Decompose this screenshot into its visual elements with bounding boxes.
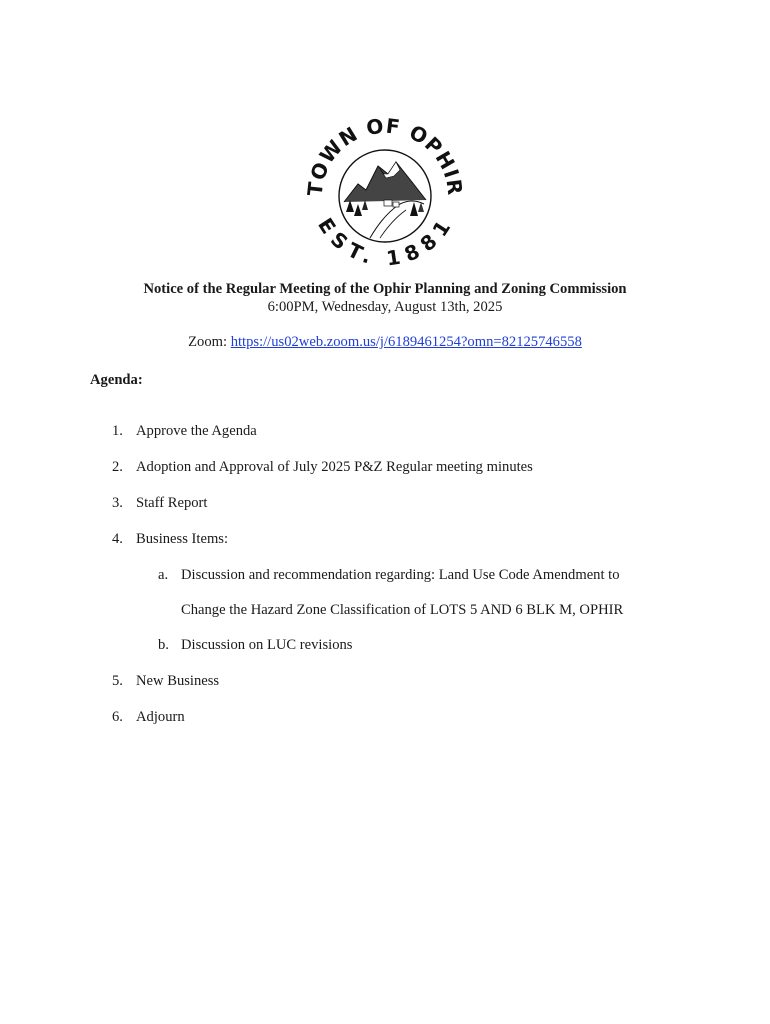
agenda-item-text: Business Items:: [136, 531, 229, 547]
notice-title: Notice of the Regular Meeting of the Ophir Planning and Zoning Commission: [143, 281, 627, 297]
agenda-subitem-text: Change the Hazard Zone Classification of LOTS 5 AND 6 BLK M, OPHIR: [181, 602, 624, 618]
agenda-subitem-text: Discussion on LUC revisions: [181, 637, 353, 653]
zoom-meeting-link[interactable]: https://us02web.zoom.us/j/6189461254?omn=82125746558: [230, 334, 582, 350]
agenda-item-number: 1.: [112, 423, 123, 439]
meeting-datetime: 6:00PM, Wednesday, August 13th, 2025: [267, 299, 503, 315]
zoom-line: [0, 332, 770, 352]
agenda-item-text: Approve the Agenda: [136, 423, 257, 439]
agenda-item-text: Adoption and Approval of July 2025 P&Z Regular meeting minutes: [136, 459, 533, 475]
agenda-subitem-letter: a.: [158, 567, 169, 583]
agenda-subitem-letter: b.: [158, 637, 169, 653]
seal-bottom-text: EST. 1881: [313, 213, 457, 271]
agenda-item-text: New Business: [136, 673, 220, 689]
agenda-item-number: 3.: [112, 495, 123, 511]
agenda-item-text: Staff Report: [136, 495, 208, 511]
agenda-item-number: 6.: [112, 709, 123, 725]
agenda-item-number: 5.: [112, 673, 123, 689]
agenda-item-number: 2.: [112, 459, 123, 475]
agenda-item-text: Adjourn: [136, 709, 185, 725]
agenda-subitem-text: Discussion and recommendation regarding: Land Use Code Amendment to: [181, 567, 620, 583]
seal-top-text: TOWN OF OPHIR: [302, 113, 468, 198]
zoom-label: Zoom:: [188, 334, 228, 350]
agenda-heading: Agenda:: [90, 372, 143, 388]
agenda-item-number: 4.: [112, 531, 123, 547]
town-seal-logo: [300, 104, 470, 274]
